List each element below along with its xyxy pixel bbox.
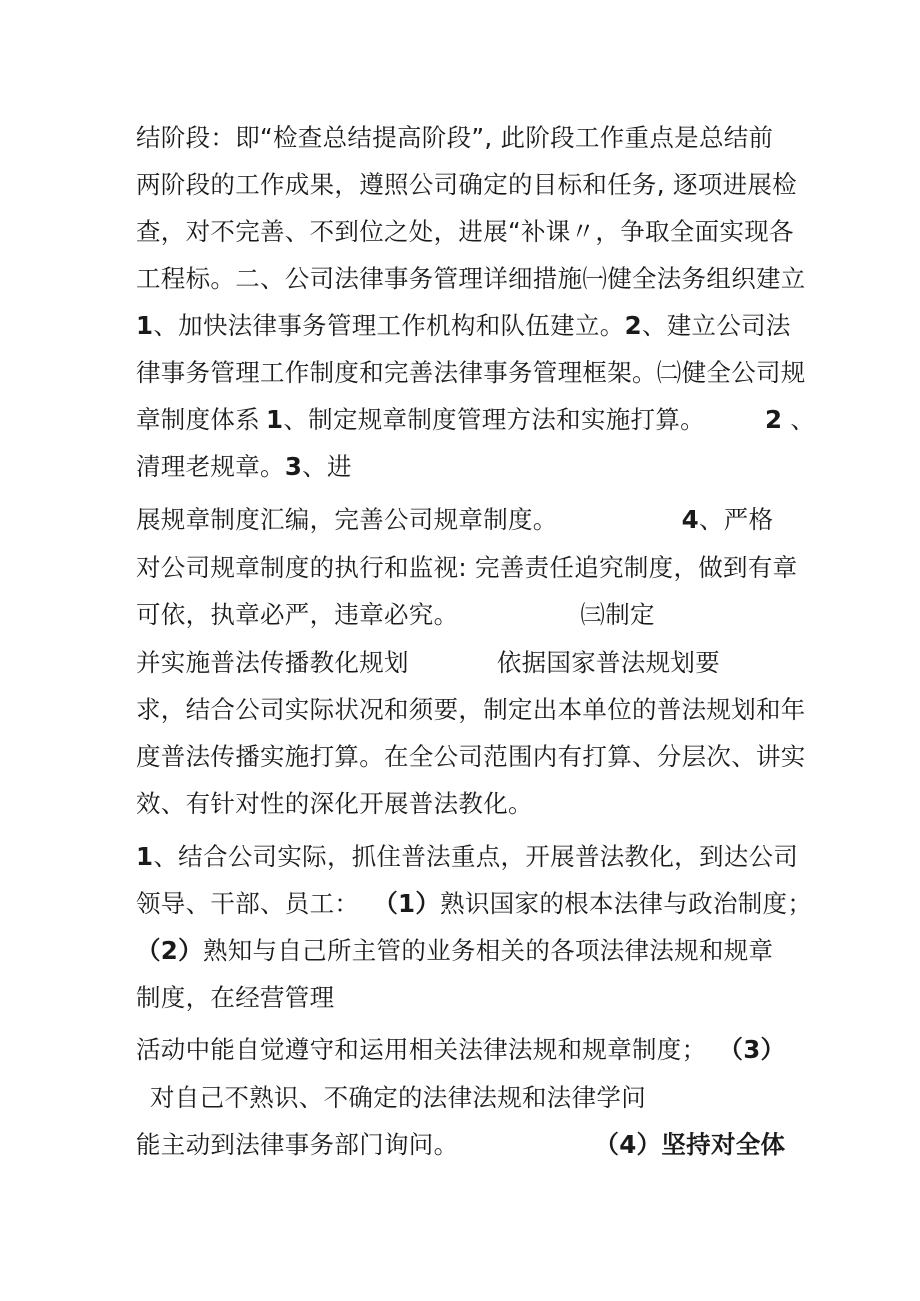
text-run: 制度，在经营管理	[136, 983, 335, 1012]
text-run: ㈢制定	[580, 600, 655, 629]
text-run: 工程标。二、公司法律事务管理详细措施㈠健全法务组织建立	[136, 264, 806, 293]
item-number: 3	[284, 452, 303, 481]
text-run: 查，对不完善、不到位之处，进展“补课〃，争取全面实现各	[136, 217, 794, 246]
item-number: 1	[266, 405, 284, 434]
text-run: 活动中能自觉遵守和运用相关法律法规和规章制度；	[136, 1035, 707, 1064]
text-run: 对自己不熟识、不确定的法律法规和法律学问	[150, 1083, 646, 1112]
item-number: 4	[681, 505, 699, 534]
text-line-9	[136, 500, 816, 540]
text-run: 、严格	[698, 505, 774, 534]
text-run: 领导、干部、员工：	[136, 889, 360, 918]
item-number: 1	[136, 311, 154, 340]
text-run: 两阶段的工作成果，遵照公司确定的目标和任务, 逐项进展检	[136, 170, 797, 199]
text-run: 结阶段：即“检查总结提高阶段”, 此阶段工作重点是总结前	[136, 123, 774, 152]
text-run: 章制度体系	[136, 405, 260, 434]
text-line-8	[136, 447, 816, 487]
text-line-12	[136, 643, 816, 683]
text-run: 对公司规章制度的执行和监视: 完善责任追究制度，做到有章	[136, 553, 798, 582]
text-line-16	[136, 837, 816, 877]
text-line-11	[136, 595, 816, 635]
text-line-18	[136, 931, 816, 971]
text-run: 熟知与自己所主管的业务相关的各项法律法规和规章	[202, 936, 774, 965]
text-line-15	[136, 784, 816, 824]
item-number: （4）坚持对全体	[594, 1130, 786, 1159]
text-line-22	[136, 1125, 816, 1165]
text-run: 熟识国家的根本法律与政治制度；	[440, 889, 813, 918]
text-line-17	[136, 884, 816, 924]
text-run: 、制定规章制度管理方法和实施打算。	[283, 405, 705, 434]
text-run: 可依，执章必严，违章必究。	[136, 600, 459, 629]
item-number: 1	[136, 842, 154, 871]
text-line-2	[136, 165, 816, 205]
text-run: 度普法传播实施打算。在全公司范围内有打算、分层次、讲实	[136, 742, 806, 771]
item-number: （2）	[136, 936, 203, 965]
text-run: 效、有针对性的深化开展普法教化。	[136, 789, 533, 818]
text-line-14	[136, 737, 816, 777]
text-run: 、加快法律事务管理工作机构和队伍建立。	[153, 311, 625, 340]
text-run: 能主动到法律事务部门询问。	[136, 1130, 459, 1159]
text-line-1	[136, 118, 816, 158]
text-line-20	[136, 1030, 816, 1070]
text-line-21	[150, 1078, 830, 1118]
text-line-13	[136, 690, 816, 730]
text-run: 展规章制度汇编，完善公司规章制度。	[136, 505, 558, 534]
text-run: 清理老规章。	[136, 452, 285, 481]
text-run: 、进	[302, 452, 352, 481]
text-line-4	[136, 259, 816, 299]
text-line-7	[136, 400, 816, 440]
text-run: 、	[790, 405, 816, 434]
item-number: 2	[764, 405, 783, 434]
item-number: （3）	[718, 1035, 786, 1064]
text-run: 求，结合公司实际状况和须要，制定出本单位的普法规划和年	[136, 695, 806, 724]
text-line-6	[136, 353, 816, 393]
text-run: 、结合公司实际，抓住普法重点，开展普法教化，到达公司	[153, 842, 799, 871]
text-run: 依据国家普法规划要	[496, 648, 721, 677]
text-line-5	[136, 306, 816, 346]
text-line-19	[136, 978, 816, 1018]
text-run: 并实施普法传播教化规划	[136, 648, 409, 677]
text-line-10	[136, 548, 816, 588]
text-line-3	[136, 212, 816, 252]
text-run: 律事务管理工作制度和完善法律事务管理框架。㈡健全公司规	[136, 358, 806, 387]
item-number: 2	[624, 311, 642, 340]
text-run: 、建立公司法	[641, 311, 791, 340]
item-number: （1）	[373, 889, 441, 918]
